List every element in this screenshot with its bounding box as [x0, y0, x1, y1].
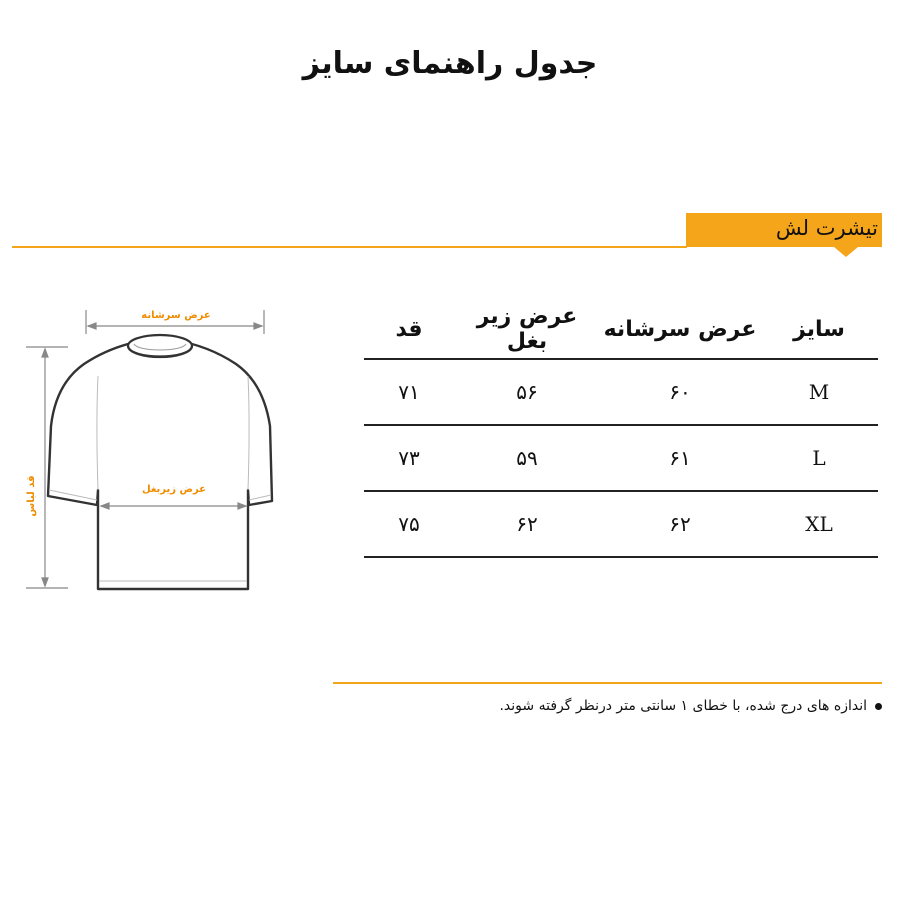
cell-underarm-width: ۶۲ — [454, 491, 600, 557]
cell-shoulder-width: ۶۰ — [600, 359, 760, 425]
bullet-icon — [875, 703, 882, 710]
size-table — [364, 300, 878, 558]
underarm-width-label: عرض زیربغل — [141, 484, 207, 495]
cell-underarm-width: ۵۶ — [454, 359, 600, 425]
note-text: اندازه های درج شده، با خطای ۱ سانتی متر درنظر گرفته شوند. — [499, 698, 867, 714]
cell-size: M — [760, 359, 878, 425]
tshirt-outline — [46, 335, 280, 590]
garment-length-label: قد لباس — [26, 475, 37, 517]
cell-shoulder-width: ۶۱ — [600, 425, 760, 491]
measurement-note — [499, 698, 882, 714]
cell-size: XL — [760, 491, 878, 557]
header-length: قد — [364, 300, 454, 359]
table-row — [364, 359, 878, 425]
shoulder-width-label: عرض سرشانه — [141, 310, 211, 321]
cell-length: ۷۱ — [364, 359, 454, 425]
header-size: سایز — [760, 300, 878, 359]
table-row — [364, 491, 878, 557]
cell-underarm-width: ۵۹ — [454, 425, 600, 491]
header-shoulder-width: عرض سرشانه — [600, 300, 760, 359]
cell-length: ۷۳ — [364, 425, 454, 491]
table-header-row — [364, 300, 878, 359]
section-divider — [12, 246, 687, 248]
cell-size: L — [760, 425, 878, 491]
page-title: جدول راهنمای سایز — [302, 46, 598, 81]
note-divider — [333, 682, 882, 684]
section-label: تیشرت لش — [775, 216, 878, 240]
cell-shoulder-width: ۶۲ — [600, 491, 760, 557]
section-tab-notch — [834, 247, 858, 257]
cell-length: ۷۵ — [364, 491, 454, 557]
tshirt-measurement-diagram — [18, 300, 280, 600]
table-row — [364, 425, 878, 491]
header-underarm-width: عرض زیر بغل — [454, 300, 600, 359]
